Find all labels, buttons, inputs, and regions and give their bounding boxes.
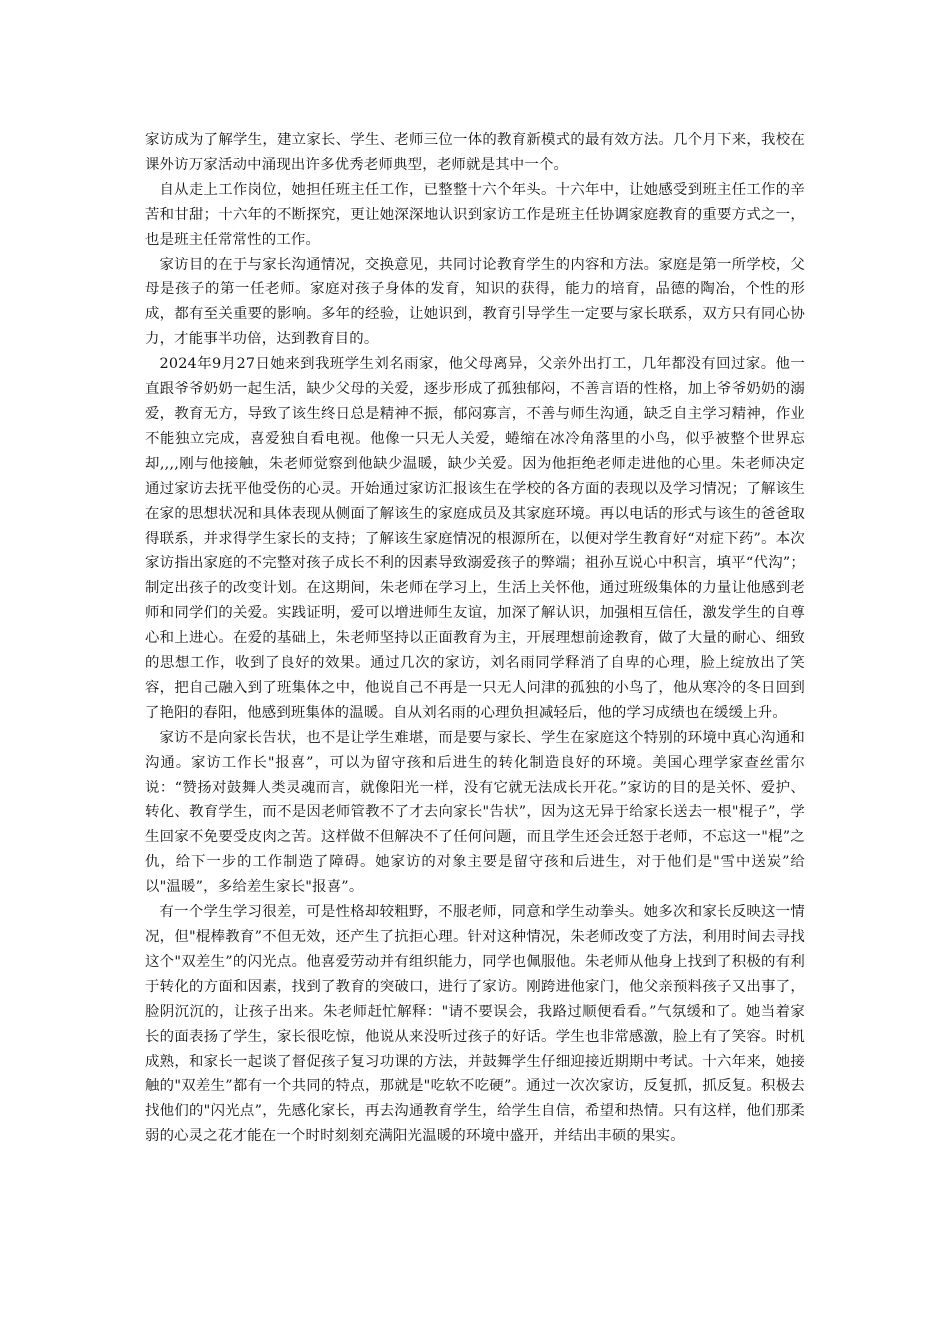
paragraph-career: 自从走上工作岗位，她担任班主任工作，已整整十六个年头。十六年中，让她感受到班主任工作的辛苦和甘甜；十六年的不断探究，更让她深深地认识到家访工作是班主任协调家庭教育的重要方式之一，也是班主任常常性的工作。 [145,181,805,248]
paragraph-purpose: 家访目的在于与家长沟通情况，交换意见，共同讨论教育学生的内容和方法。家庭是第一所学校，父母是孩子的第一任老师。家庭对孩子身体的发育，知识的获得，能力的培育，品德的陶冶，个性的形成，都有至关重要的影响。多年的经验，让她识到，教育引导学生一定要与家长联系，双方只有同心协力，才能事半功倍，达到教育目的。 [145,256,805,348]
paragraph-case-liu: 2024年9月27日她来到我班学生刘名雨家，他父母离异，父亲外出打工，几年都没有回过家。他一直跟爷爷奶奶一起生活，缺少父母的关爱，逐步形成了孤独郁闷，不善言语的性格，加上爷爷奶奶的溺爱，教育无方，导致了该生终日总是精神不振，郁闷寡言，不善与师生沟通，缺乏自主学习精神，作业不能独立完成，喜爱独自看电视。他像一只无人关爱，蜷缩在冰冷角落里的小鸟，似乎被整个世界忘却,,,,刚与他接触，朱老师觉察到他缺少温暖，缺少关爱。因为他拒绝老师走进他的心里。朱老师决定通过家访去抚平他受伤的心灵。开始通过家访汇报该生在学校的各方面的表现以及学习情况；了解该生在家的思想状况和具体表现从侧面了解该生的家庭成员及其家庭环境。再以电话的形式与该生的爸爸取得联系，并求得学生家长的支持；了解该生家庭情况的根源所在，以便对学生教育好“对症下药”。本次家访指出家庭的不完整对孩子成长不利的因素导致溺爱孩子的弊端；祖孙互说心中积言，填平“代沟”；制定出孩子的改变计划。在这期间，朱老师在学习上，生活上关怀他，通过班级集体的力量让他感到老师和同学们的关爱。实践证明，爱可以增进师生友谊，加深了解认识，加强相互信任，激发学生的自尊心和上进心。在爱的基础上，朱老师坚持以正面教育为主，开展理想前途教育，做了大量的耐心、细致的思想工作，收到了良好的效果。通过几次的家访，刘名雨同学释消了自卑的心理，脸上绽放出了笑容，把自己融入到了班集体之中，他说自己不再是一只无人问津的孤独的小鸟了，他从寒冷的冬日回到了艳阳的春阳，他感到班集体的温暖。自从刘名雨的心理负担减轻后，他的学习成绩也在缓缓上升。 [145,356,805,721]
paragraph-praise: 家访不是向家长告状，也不是让学生难堪，而是要与家长、学生在家庭这个特别的环境中真心沟通和沟通。家访工作长"报喜”，可以为留守孩和后进生的转化制造良好的环境。美国心理学家查丝雷尔说：“赞扬对鼓舞人类灵魂而言，就像阳光一样，没有它就无法成长开花。”家访的目的是关怀、爱护、转化、教育学生，而不是因老师管教不了才去向家长"告状”，因为这无异于给家长送去一根"棍子”，学生回家不免要受皮肉之苦。这样做不但解决不了任何问题，而且学生还会迁怒于老师，不忘这一"棍”之仇，给下一步的工作制造了障碍。她家访的对象主要是留守孩和后进生，对于他们是"雪中送炭”给以"温暖”，多给差生家长"报喜”。 [145,729,805,896]
paragraph-intro: 家访成为了解学生，建立家长、学生、老师三位一体的教育新模式的最有效方法。几个月下来，我校在课外访万家活动中涌现出许多优秀老师典型，老师就是其中一个。 [145,132,805,173]
document-page [145,128,805,1149]
paragraph-case-double-poor: 有一个学生学习很差，可是性格却较粗野，不服老师，同意和学生动拳头。她多次和家长反映这一情况，但"棍棒教育”不但无效，还产生了抗拒心理。针对这种情况，朱老师改变了方法，利用时间去寻找这个"双差生”的闪光点。他喜爱劳动并有组织能力，同学也佩服他。朱老师从他身上找到了积极的有利于转化的方面和因素，找到了教育的突破口，进行了家访。刚跨进他家门，他父亲预料孩子又出事了，脸阴沉沉的，让孩子出来。朱老师赶忙解释："请不要误会，我路过顺便看看。”气氛缓和了。她当着家长的面表扬了学生，家长很吃惊，他说从来没听过孩子的好话。学生也非常感激，脸上有了笑容。时机成熟，和家长一起谈了督促孩子复习功课的方法，并鼓舞学生仔细迎接近期期中考试。十六年来，她接触的"双差生”都有一个共同的特点，那就是"吃软不吃硬”。通过一次次家访，反复抓，抓反复。积极去找他们的"闪光点”，先感化家长，再去沟通教育学生，给学生自信，希望和热情。只有这样，他们那柔弱的心灵之花才能在一个时时刻刻充满阳光温暖的环境中盛开，并结出丰硕的果实。 [145,904,805,1145]
